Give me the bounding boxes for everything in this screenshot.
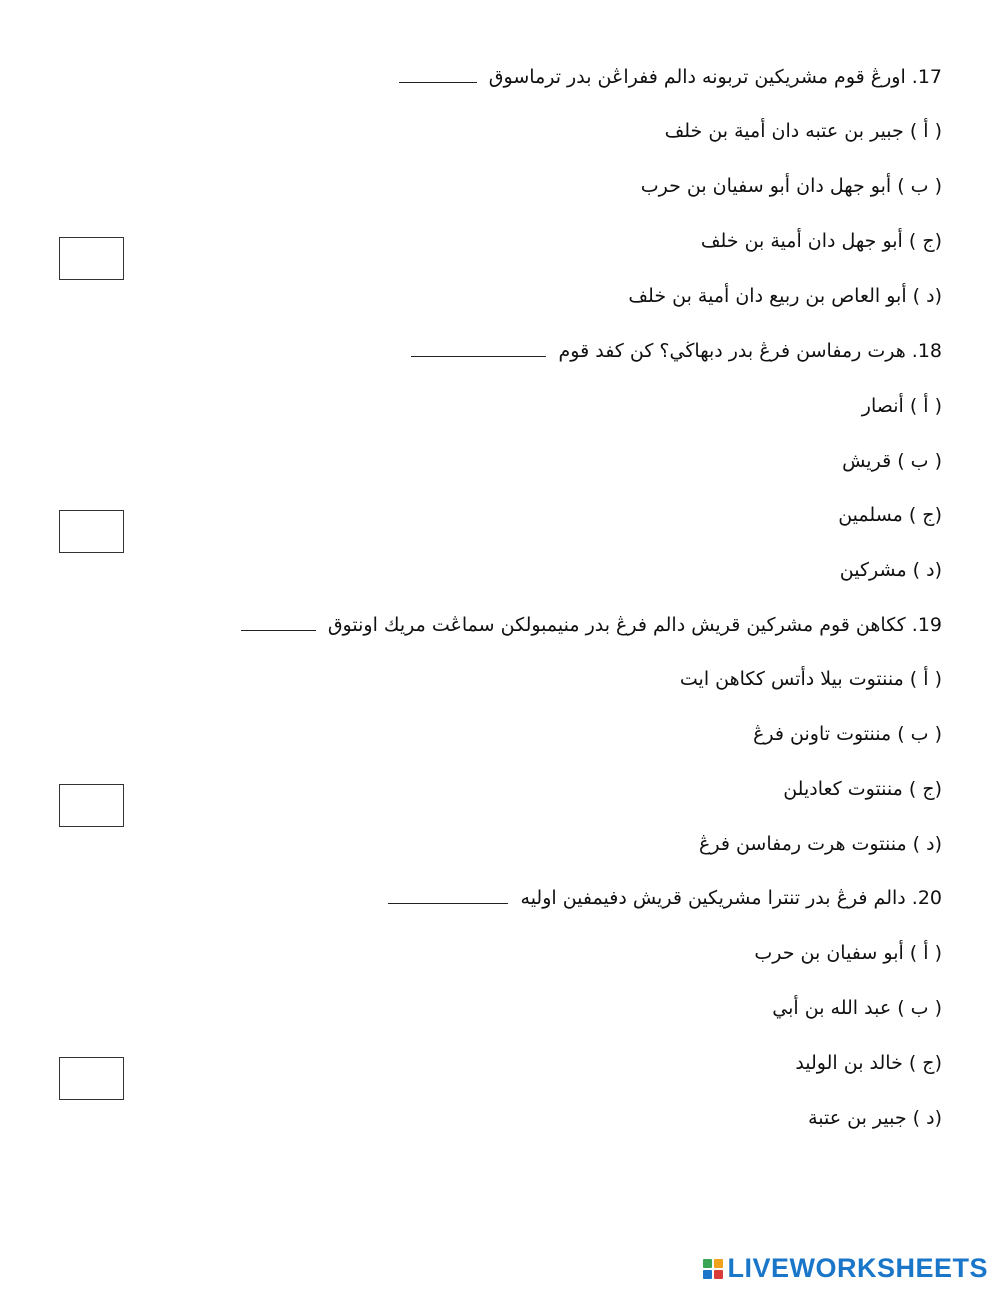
- question-19-option-c: (ج ) مننتوت كعاديلن: [783, 778, 942, 800]
- question-18-label: 18. هرت رمفاسن فرڠ بدر دبهاڬي؟ کن کفد قوم: [558, 340, 942, 362]
- question-19-answer-input[interactable]: [59, 784, 124, 827]
- question-18-option-b: ( ب ) قريش: [842, 450, 942, 472]
- question-17-option-a: ( أ ) جبير بن عتبه دان أمية بن خلف: [664, 120, 942, 142]
- question-19-option-d: (د ) مننتوت هرت رمفاسن فرڠ: [699, 833, 942, 855]
- question-19-text: [241, 611, 942, 639]
- question-18-option-d: (د ) مشركين: [839, 559, 942, 581]
- question-17-blank: [399, 64, 477, 83]
- question-20-option-c: (ج ) خالد بن الوليد: [795, 1052, 942, 1074]
- question-20-option-b: ( ب ) عبد الله بن أبي: [772, 997, 942, 1019]
- question-20-option-d: (د ) جبير بن عتبة: [808, 1107, 942, 1129]
- brand-text: LIVEWORKSHEETS: [727, 1253, 988, 1283]
- question-20-text: [388, 884, 942, 912]
- question-20-label: 20. دالم فرڠ بدر تنترا مشريکين قريش دفيمفين اوليه: [520, 887, 942, 909]
- question-18-answer-input[interactable]: [59, 510, 124, 553]
- question-18-option-c: (ج ) مسلمين: [838, 504, 942, 526]
- question-17-answer-input[interactable]: [59, 237, 124, 280]
- question-17-label: 17. اورڠ قوم مشريکين تربونه دالم ففراڠن بدر ترماسوق: [488, 66, 942, 88]
- question-17-option-b: ( ب ) أبو جهل دان أبو سفيان بن حرب: [640, 175, 942, 197]
- liveworksheets-logo: [703, 1253, 988, 1284]
- question-19-option-b: ( ب ) مننتوت تاونن فرڠ: [753, 723, 942, 745]
- question-19-label: 19. ككاهن قوم مشرکين قريش دالم فرڠ بدر منيمبولکن سماڠت مريك اونتوق: [327, 614, 942, 636]
- question-17-text: [399, 63, 942, 91]
- question-20-answer-input[interactable]: [59, 1057, 124, 1100]
- logo-icon: [703, 1259, 723, 1279]
- question-19-blank: [241, 612, 316, 631]
- question-18-option-a: ( أ ) أنصار: [861, 395, 942, 417]
- question-18-blank: [411, 338, 546, 357]
- question-20-option-a: ( أ ) أبو سفيان بن حرب: [754, 942, 942, 964]
- question-18-text: [411, 337, 942, 365]
- question-17-option-d: (د ) أبو العاص بن ربيع دان أمية بن خلف: [628, 285, 942, 307]
- question-19-option-a: ( أ ) مننتوت بيلا دأتس ككاهن ايت: [679, 668, 942, 690]
- question-20-blank: [388, 885, 508, 904]
- question-17-option-c: (ج ) أبو جهل دان أمية بن خلف: [700, 230, 942, 252]
